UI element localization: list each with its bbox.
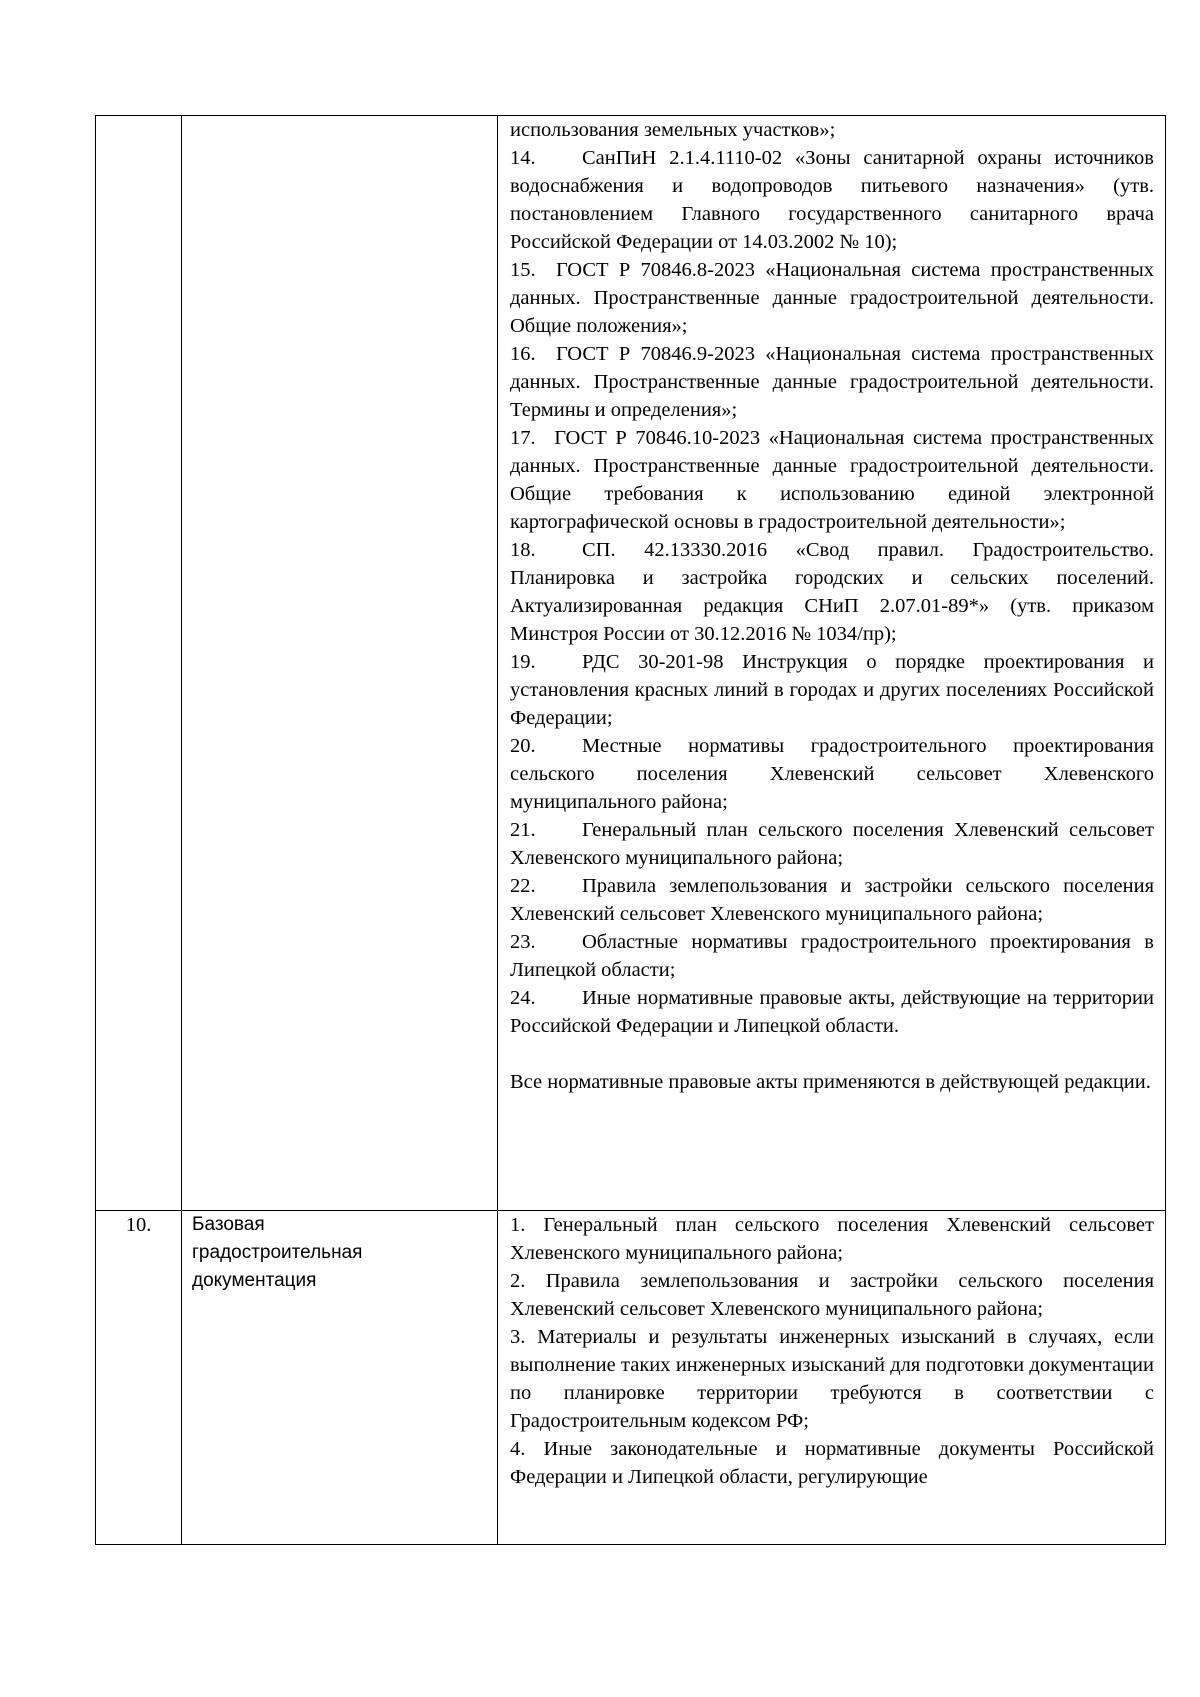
row-number-cell: 10. [96, 1211, 182, 1545]
list-item [510, 872, 1154, 928]
list-item-text: ГОСТ Р 70846.8-2023 «Национальная система пространственных данных. Пространственные данные градостроительной деятельности. Общие положения»; [510, 259, 1154, 337]
list-item-number: 2. [510, 1270, 526, 1292]
list-item-text: использования земельных участков»; [510, 119, 836, 141]
list-item [510, 984, 1154, 1040]
list-item-number: 23. [510, 931, 536, 953]
row-name-line: документация [192, 1270, 317, 1291]
list-item-text: Иные нормативные правовые акты, действующие на территории Российской Федерации и Липецкой области. [510, 987, 1154, 1037]
list-item [510, 116, 1154, 144]
list-item [510, 1435, 1154, 1491]
list-item-number: 17. [510, 427, 536, 449]
requirements-table [95, 115, 1166, 1545]
list-item-text: Генеральный план сельского поселения Хлевенский сельсовет Хлевенского муниципального района; [510, 819, 1154, 869]
list-item-text: Правила землепользования и застройки сельского поселения Хлевенский сельсовет Хлевенского муниципального района; [510, 1270, 1154, 1320]
list-item-text: ГОСТ Р 70846.9-2023 «Национальная система пространственных данных. Пространственные данные градостроительной деятельности. Термины и определения»; [510, 343, 1154, 421]
list-item [510, 340, 1154, 424]
list-item-text: Генеральный план сельского поселения Хлевенский сельсовет Хлевенского муниципального района; [510, 1214, 1154, 1264]
row-content-cell [498, 1211, 1166, 1545]
list-item-number: 15. [510, 259, 536, 281]
list-item [510, 648, 1154, 732]
list-item [510, 1267, 1154, 1323]
list-item-number: 14. [510, 147, 536, 169]
list-item-text: Местные нормативы градостроительного проектирования сельского поселения Хлевенский сельсовет Хлевенского муниципального района; [510, 735, 1154, 813]
list-item [510, 928, 1154, 984]
list-item [510, 424, 1154, 536]
list-item [510, 1211, 1154, 1267]
list-item-text: Областные нормативы градостроительного проектирования в Липецкой области; [510, 931, 1154, 981]
list-item-number: 20. [510, 735, 536, 757]
list-item-number: 3. [510, 1326, 526, 1348]
list-item-text: СП. 42.13330.2016 «Свод правил. Градостроительство. Планировка и застройка городских и сельских поселений. Актуализированная редакция СНиП 2.07.01-89*» (утв. приказом Минстроя России от 30.12.2016 № 1034/пр); [510, 539, 1154, 645]
list-item [510, 536, 1154, 648]
list-item-number: 4. [510, 1438, 526, 1460]
list-item-text: Материалы и результаты инженерных изысканий в случаях, если выполнение таких инженерных изысканий для подготовки документации по планировке территории требуются в соответствии с Градостроительным кодексом РФ; [510, 1326, 1155, 1432]
note-text: Все нормативные правовые акты применяются в действующей редакции. [510, 1071, 1151, 1093]
list-item-number: 19. [510, 651, 536, 673]
list-item-number: 18. [510, 539, 536, 561]
row-name-line: Базовая [192, 1214, 265, 1235]
list-item-text: Правила землепользования и застройки сельского поселения Хлевенский сельсовет Хлевенского муниципального района; [510, 875, 1154, 925]
list-item [510, 256, 1154, 340]
list-item-number: 1. [510, 1214, 526, 1236]
row-name-cell [182, 1211, 498, 1545]
row-content-cell [498, 116, 1166, 1211]
row-name-cell [182, 116, 498, 1211]
list-item-number: 22. [510, 875, 536, 897]
list-item-number: 16. [510, 343, 536, 365]
list-item-text: РДС 30-201-98 Инструкция о порядке проектирования и установления красных линий в городах и других поселениях Российской Федерации; [510, 651, 1154, 729]
list-item [510, 732, 1154, 816]
list-item-text: Иные законодательные и нормативные документы Российской Федерации и Липецкой области, регулирующие [510, 1438, 1154, 1488]
table-row [96, 1211, 1166, 1545]
list-item [510, 816, 1154, 872]
row-name-line: градостроительная [192, 1242, 363, 1263]
list-item-number: 21. [510, 819, 536, 841]
table-row [96, 116, 1166, 1211]
list-item-text: СанПиН 2.1.4.1110-02 «Зоны санитарной охраны источников водоснабжения и водопроводов питьевого назначения» (утв. постановлением Главного государственного санитарного врача Российской Федерации от 14.03.2002 № 10); [510, 147, 1154, 253]
list-item [510, 1323, 1154, 1435]
list-item [510, 144, 1154, 256]
list-item-number: 24. [510, 987, 536, 1009]
row-number-cell [96, 116, 182, 1211]
list-item-text: ГОСТ Р 70846.10-2023 «Национальная система пространственных данных. Пространственные данные градостроительной деятельности. Общие требования к использованию единой электронной картографической основы в градостроительной деятельности»; [510, 427, 1154, 533]
